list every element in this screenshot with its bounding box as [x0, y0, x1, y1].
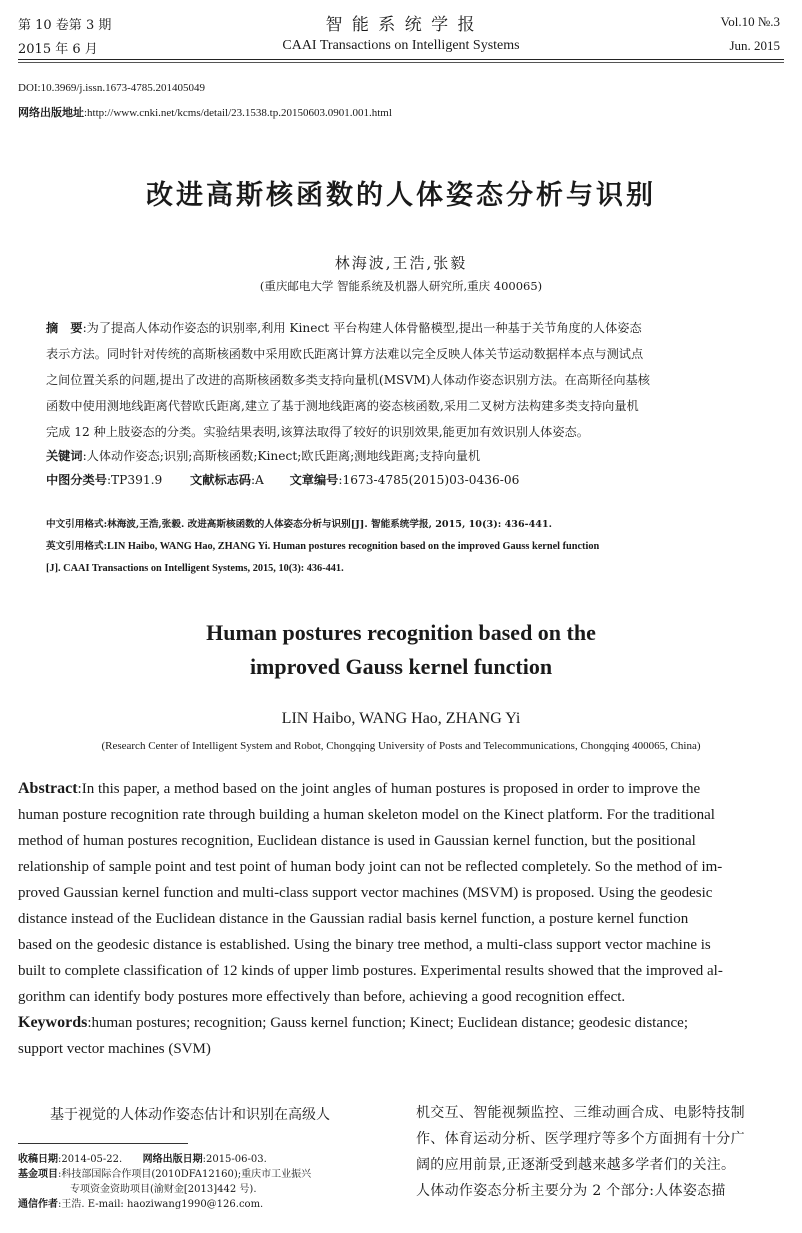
- footnote-rule: [18, 1143, 188, 1144]
- authors-cn: 林海波,王浩,张毅: [334, 254, 468, 272]
- abstract-en-label: Abstract: [18, 780, 78, 797]
- online-address-label: 网络出版地址: [18, 106, 84, 119]
- keywords-en: Keywords:human postures; recognition; Gauss kernel function; Kinect; Euclidean distance; geodesic distance;: [18, 1014, 688, 1031]
- footnotes: [18, 1152, 403, 1212]
- body-right-line: 人体动作姿态分析主要分为 2 个部分:人体姿态描: [416, 1183, 726, 1199]
- keywords-cn: 关键词:人体动作姿态;识别;高斯核函数;Kinect;欧氏距离;测地线距离;支持向量机: [46, 449, 481, 463]
- abstract-cn-line: 摘 要:为了提高人体动作姿态的识别率,利用 Kinect 平台构建人体骨骼模型,提出一种基于关节角度的人体姿态: [46, 321, 642, 335]
- footnote-fund: 基金项目:科技部国际合作项目(2010DFA12160);重庆市工业振兴: [18, 1169, 312, 1180]
- abstract-en-line: proved Gaussian kernel function and multi-class support vector machines (MSVM) is proposed. Using the geodesic: [18, 885, 713, 901]
- volume-issue-cn: 第 10 卷第 3 期: [18, 18, 112, 33]
- citation-cn: 中文引用格式:林海波,王浩,张毅. 改进高斯核函数的人体姿态分析与识别[J]. 智能系统学报, 2015, 10(3): 436-441.: [46, 519, 552, 530]
- abstract-en: [18, 776, 786, 1062]
- paper-title-cn: 改进高斯核函数的人体姿态分析与识别: [146, 180, 656, 211]
- abstract-en-line: gorithm can identify body postures more effectively than before, achieving a good recognition effect.: [18, 989, 626, 1005]
- footnote-fund-cont: 专项资金资助项目(渝财金[2013]442 号).: [70, 1184, 257, 1195]
- abstract-en-line: relationship of sample point and test point of human body joint can not be reflected completely. So the method of im-: [18, 859, 723, 875]
- abstract-cn-line: 之间位置关系的问题,提出了改进的高斯核函数多类支持向量机(MSVM)人体动作姿态识别方法。在高斯径向基核: [46, 373, 650, 387]
- journal-name-en: CAAI Transactions on Intelligent Systems: [282, 38, 520, 53]
- citation-en-cont: [J]. CAAI Transactions on Intelligent Systems, 2015, 10(3): 436-441.: [46, 563, 344, 574]
- header-rule: [18, 59, 784, 60]
- abstract-cn-line: 函数中使用测地线距离代替欧氏距离,建立了基于测地线距离的姿态核函数,采用二叉树方法构建多类支持向量机: [46, 399, 639, 413]
- keywords-en-cont: support vector machines (SVM): [18, 1041, 211, 1057]
- footnote-received: 收稿日期:2014-05-22. 网络出版日期:2015-06-03.: [18, 1154, 267, 1165]
- abstract-cn-line: 完成 12 种上肢姿态的分类。实验结果表明,该算法取得了较好的识别效果,能更加有效识别人体姿态。: [46, 425, 589, 439]
- paper-title-en-line2: improved Gauss kernel function: [249, 654, 553, 679]
- classification-line: 中图分类号:TP391.9 文献标志码:A 文章编号:1673-4785(2015)03-0436-06: [46, 473, 520, 487]
- doi: DOI:10.3969/j.issn.1673-4785.201405049: [18, 82, 205, 94]
- citation-block: [46, 514, 762, 580]
- body-right-line: 阔的应用前景,正逐渐受到越来越多学者们的关注。: [416, 1157, 736, 1173]
- abstract-cn: [46, 315, 758, 493]
- abstract-en-line: Abstract:In this paper, a method based on the joint angles of human postures is proposed in order to improve the: [18, 780, 701, 797]
- affiliation-cn: (重庆邮电大学 智能系统及机器人研究所,重庆 400065): [259, 279, 543, 293]
- affiliation-en: (Research Center of Intelligent System and Robot, Chongqing University of Posts and Telecommunications, Chongqing 400065, China): [101, 740, 701, 752]
- abstract-en-line: method of human postures recognition, Euclidean distance is used in Gaussian kernel function, but the positional: [18, 833, 696, 849]
- journal-name-cn: 智 能 系 统 学 报: [325, 15, 477, 35]
- abstract-en-line: human posture recognition rate through building a human skeleton model on the Kinect platform. For the traditional: [18, 807, 715, 823]
- header-rule-thin: [18, 62, 784, 63]
- abstract-cn-line: 表示方法。同时针对传统的高斯核函数中采用欧氏距离计算方法难以完全反映人体关节运动数据样本点与测试点: [46, 347, 644, 361]
- online-address: [18, 104, 392, 120]
- date-en: Jun. 2015: [729, 38, 780, 53]
- abstract-en-line: based on the geodesic distance is established. Using the binary tree method, a multi-class support vector machine is: [18, 937, 711, 953]
- body-right: [416, 1100, 786, 1204]
- paper-title-en-line1: Human postures recognition based on the: [206, 620, 596, 645]
- keywords-cn-label: 关键词: [46, 449, 83, 463]
- authors-en: LIN Haibo, WANG Hao, ZHANG Yi: [281, 710, 521, 727]
- abstract-en-line: distance instead of the Euclidean distance in the Gaussian radial basis kernel function, a posture kernel function: [18, 911, 689, 927]
- citation-en: 英文引用格式:LIN Haibo, WANG Hao, ZHANG Yi. Human postures recognition based on the improved Gauss kernel function: [46, 541, 600, 552]
- online-address-url[interactable]: :http://www.cnki.net/kcms/detail/23.1538.tp.20150603.0901.001.html: [84, 107, 392, 119]
- body-left-line: 基于视觉的人体动作姿态估计和识别在高级人: [50, 1107, 330, 1123]
- abstract-cn-label: 摘 要: [46, 321, 83, 335]
- body-right-line: 作、体育运动分析、医学理疗等多个方面拥有十分广: [416, 1131, 745, 1147]
- body-right-line: 机交互、智能视频监控、三维动画合成、电影特技制: [416, 1105, 745, 1121]
- footnote-author: 通信作者:王浩. E-mail: haoziwang1990@126.com.: [18, 1199, 264, 1210]
- date-cn: 2015 年 6 月: [18, 42, 98, 57]
- keywords-en-label: Keywords: [18, 1014, 88, 1031]
- volume-issue-en: Vol.10 №.3: [720, 14, 780, 29]
- abstract-en-line: built to complete classification of 12 kinds of upper limb postures. Experimental results showed that the improved al-: [18, 963, 723, 979]
